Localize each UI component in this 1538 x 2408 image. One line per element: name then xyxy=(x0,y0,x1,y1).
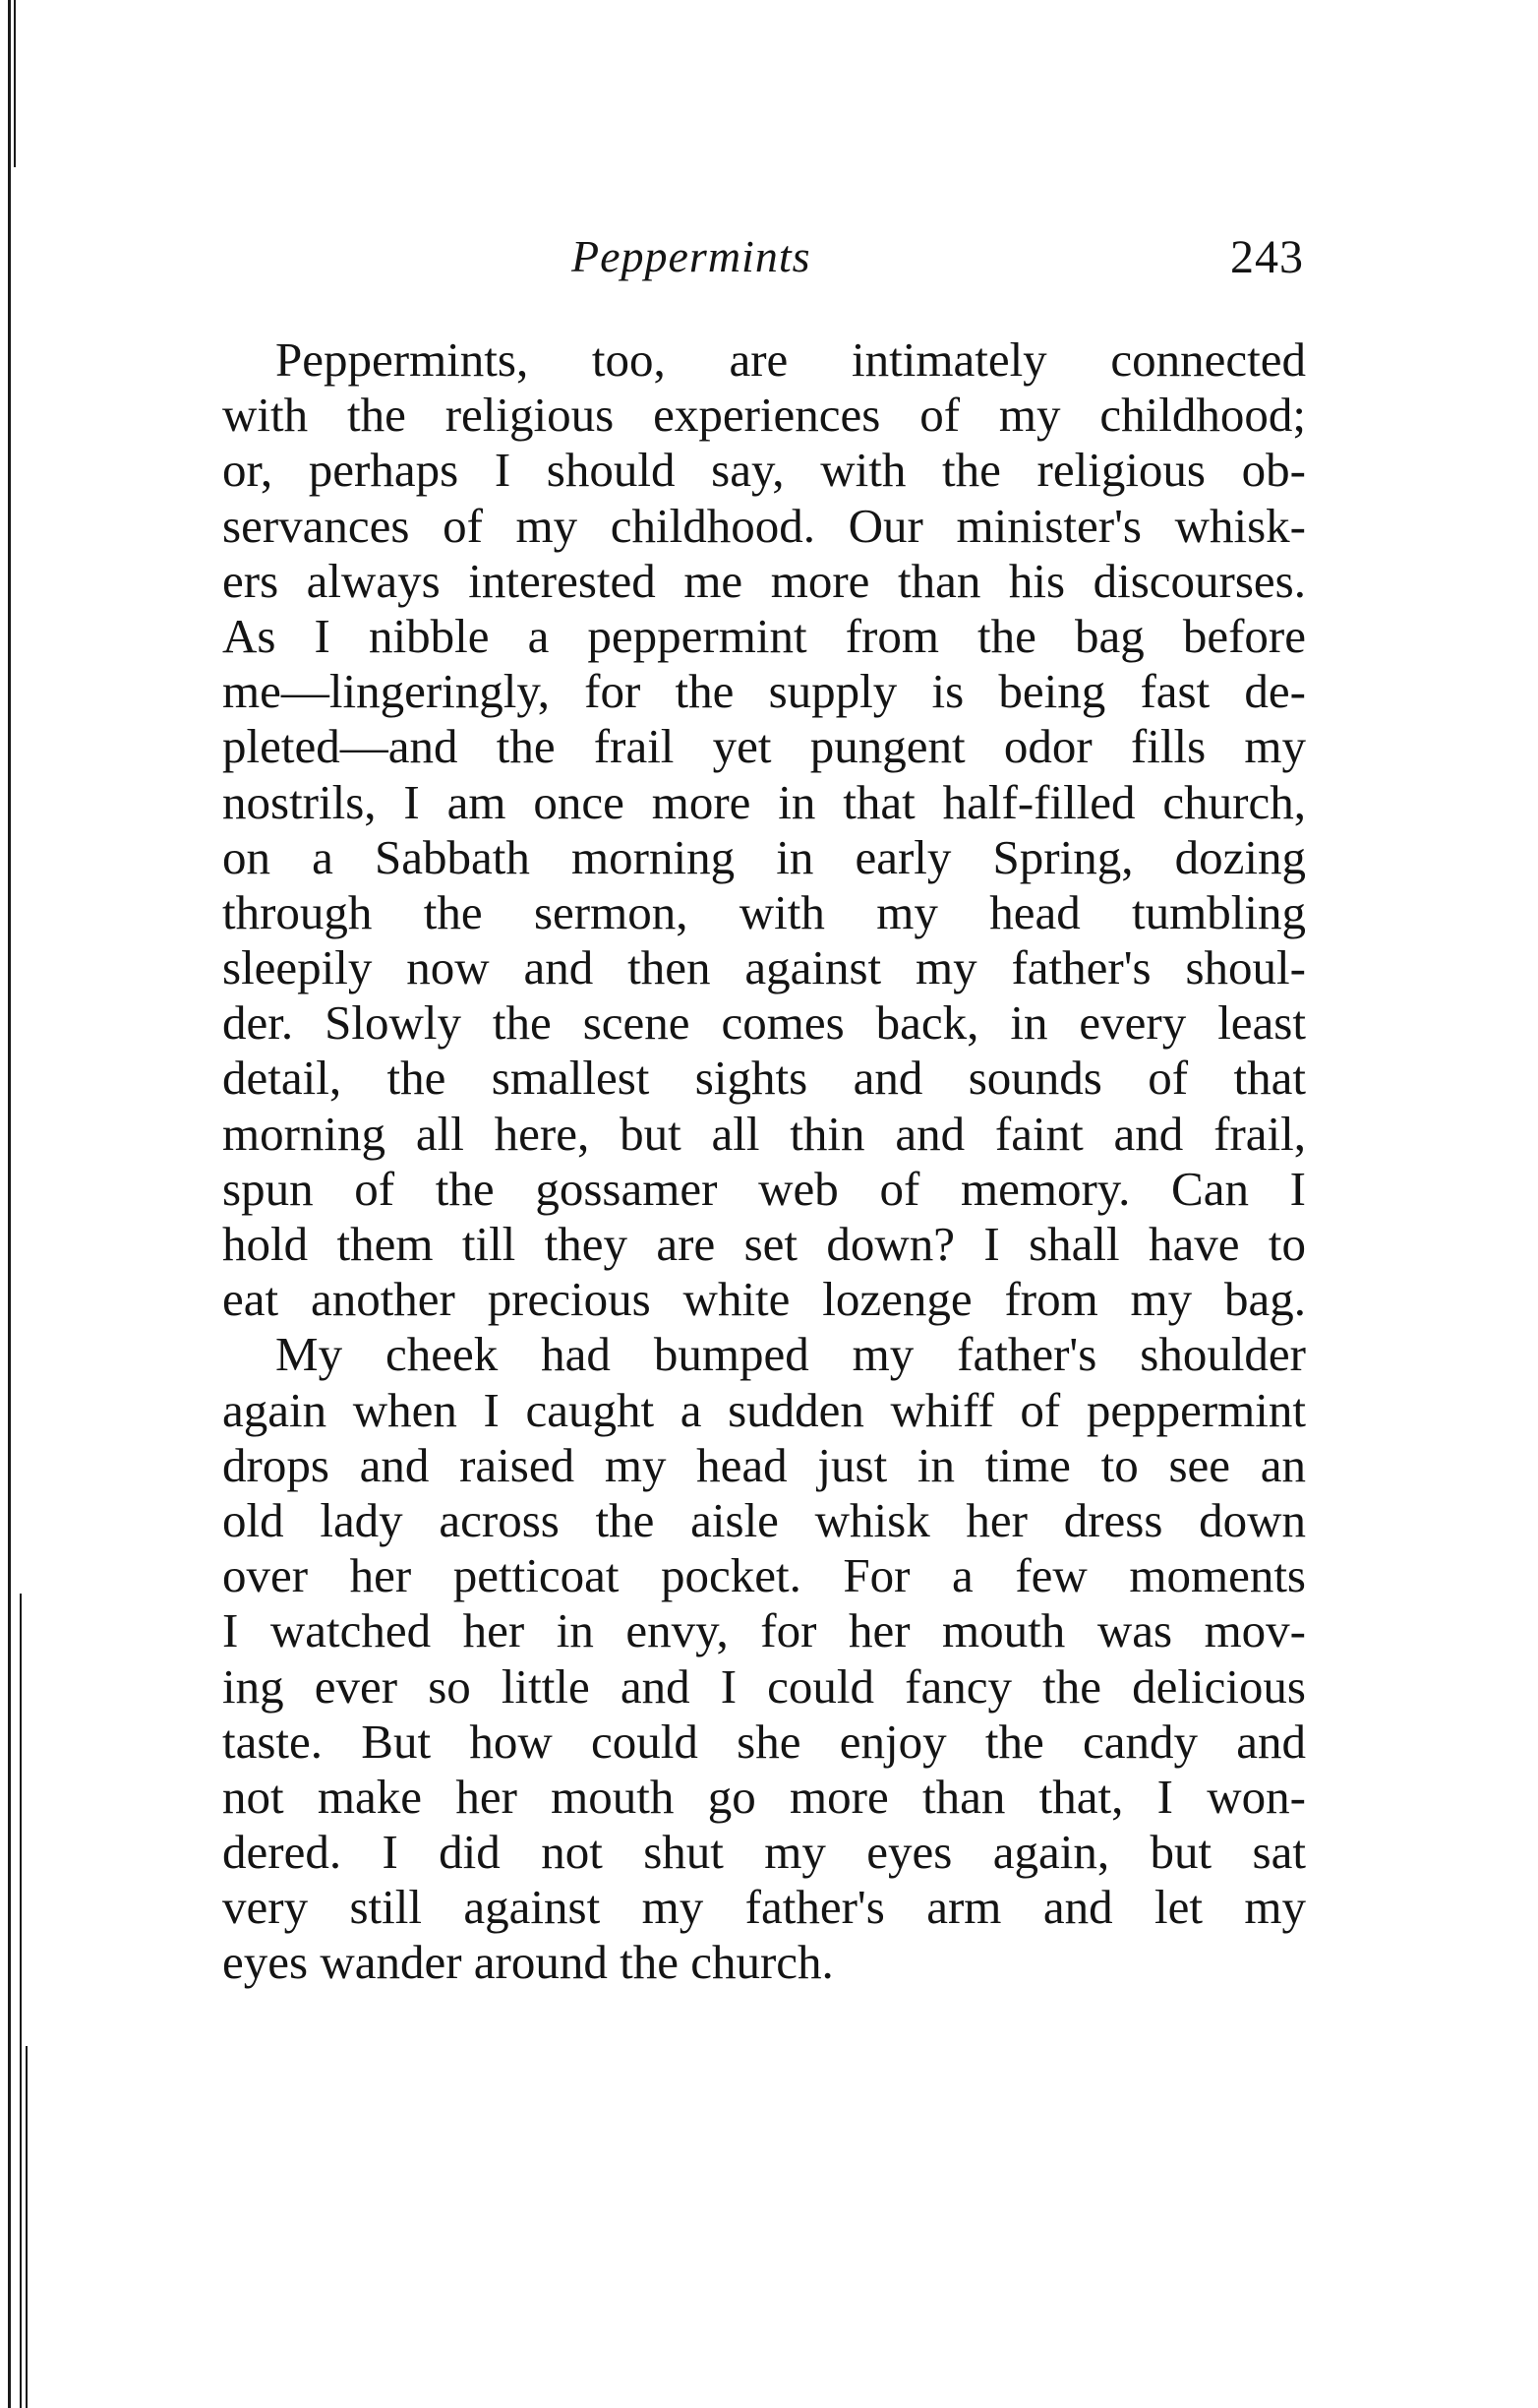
text-line: pleted—and the frail yet pungent odor fills my xyxy=(222,719,1306,774)
running-title: Peppermints xyxy=(571,231,811,281)
text-line: again when I caught a sudden whiff of peppermint xyxy=(222,1382,1306,1437)
text-line: sleepily now and then against my father's shoul- xyxy=(222,940,1306,995)
text-line: Peppermints, too, are intimately connected xyxy=(275,332,1306,387)
text-line: through the sermon, with my head tumbling xyxy=(222,884,1306,939)
running-head xyxy=(222,216,1304,295)
text-line: or, perhaps I should say, with the religious ob- xyxy=(222,443,1306,498)
text-line: taste. But how could she enjoy the candy and xyxy=(222,1714,1306,1769)
text-line: detail, the smallest sights and sounds of that xyxy=(222,1051,1306,1106)
binding-edge xyxy=(0,0,33,2408)
page-number: 243 xyxy=(1230,231,1304,283)
text-line: dered. I did not shut my eyes again, but sat xyxy=(222,1825,1306,1880)
text-line: over her petticoat pocket. For a few moments xyxy=(222,1548,1306,1603)
paragraph-1 xyxy=(222,332,1306,1327)
text-line: old lady across the aisle whisk her dress down xyxy=(222,1492,1306,1547)
paragraph-2 xyxy=(222,1327,1306,1990)
text-line: drops and raised my head just in time to see an xyxy=(222,1437,1306,1492)
text-line: hold them till they are set down? I shall have to xyxy=(222,1217,1306,1271)
text-line: me—lingeringly, for the supply is being fast de- xyxy=(222,664,1306,719)
text-line: servances of my childhood. Our minister's whisk- xyxy=(222,498,1306,553)
text-line: very still against my father's arm and let my xyxy=(222,1880,1306,1935)
text-line: on a Sabbath morning in early Spring, dozing xyxy=(222,829,1306,884)
text-line: I watched her in envy, for her mouth was mov- xyxy=(222,1603,1306,1658)
text-line: morning all here, but all thin and faint and frail, xyxy=(222,1106,1306,1161)
text-line: der. Slowly the scene comes back, in every least xyxy=(222,995,1306,1051)
text-line: spun of the gossamer web of memory. Can I xyxy=(222,1161,1306,1216)
text-line: As I nibble a peppermint from the bag before xyxy=(222,608,1306,663)
text-line: eyes wander around the church. xyxy=(222,1935,834,1990)
text-line: ing ever so little and I could fancy the delicious xyxy=(222,1658,1306,1714)
body-text xyxy=(222,332,1306,1991)
text-line: nostrils, I am once more in that half-filled church, xyxy=(222,774,1306,829)
text-line: not make her mouth go more than that, I won- xyxy=(222,1769,1306,1824)
text-line: eat another precious white lozenge from my bag. xyxy=(222,1272,1306,1327)
text-line: ers always interested me more than his discourses. xyxy=(222,553,1306,608)
text-line: My cheek had bumped my father's shoulder xyxy=(275,1327,1306,1382)
text-line: with the religious experiences of my childhood; xyxy=(222,388,1306,443)
